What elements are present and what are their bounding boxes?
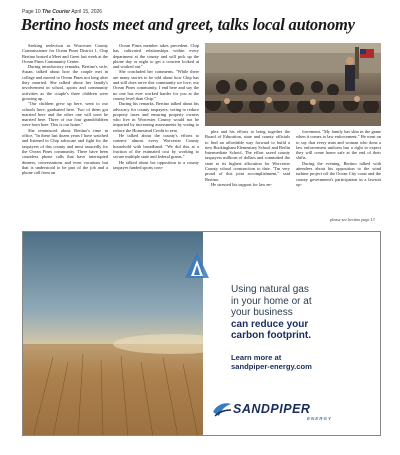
page-label: Page 10 (22, 9, 41, 15)
ad-line-3: your business (231, 307, 293, 318)
logo-wordmark: SANDPIPER (233, 402, 311, 416)
event-photo (205, 43, 381, 126)
paragraph: During his remarks, Bertino talked about his advocacy for county taxpayers, voting to reduce property taxes and ensuring property owners who live in Worcester County would not be impacted by increasing assessments by voting to reduce the Homestead Credit to zero. (113, 101, 199, 133)
article-column-4 (296, 129, 381, 213)
paragraph: During the evening, Bertino talked with attendees about his opposition to the wind turbine project off the Ocean City coast and the county government's participation in a lawsuit op- (296, 160, 381, 187)
article-column-3 (205, 129, 290, 213)
paragraph: Seeking reelection as Worcester County Commissioner for Ocean Pines District 1, Chip Bertino hosted a Meet and Greet last week at the Ocean Pines Community Center. (22, 43, 108, 64)
flame-logo-icon (181, 250, 213, 282)
paragraph: forcement. "My family has skin in the game when it comes to law enforcement." He went on to say that every man and woman who dons a law enforcement uniform has a right to expect they will come home safe at the end of their shifts. (296, 129, 381, 161)
article-headline: Bertino hosts meet and greet, talks local autonomy (21, 15, 355, 34)
sandpiper-logo (211, 398, 371, 424)
paragraph: During introductory remarks, Bertino's wife, Susan, talked about how the couple met in college and moved to Ocean Pines not long after they married. She talked about her family's involvement in school, sports and community activities as the couple's three children were growing up. (22, 64, 108, 101)
ad-line-2: in your home or at (231, 295, 312, 307)
paragraph: He talked about his opposition to a county taxpayer funded sports com- (113, 159, 199, 170)
paragraph: He talked about the county's efforts to connect almost every Worcester County household with broadband. "We did this at a fraction of the estimated cost by working to secure multiple state and federal grants." (113, 133, 199, 160)
sandpiper-advertisement (22, 231, 381, 436)
paragraph: He stressed his support for law en- (211, 181, 272, 187)
logo-subtitle: ENERGY (307, 416, 333, 421)
paragraph: plex and his efforts to bring together the Board of Education, state and county officials to find an affordable way forward to build a new Buckingham Elementary School and Berlin Intermediate School. The effort saved county taxpayers millions of dollars and committed the state to its highest allocation for Worcester County school construction to date. "I'm very proud of this joint accomplishment," said Bertino. (205, 129, 290, 182)
ad-line-1: Using natural gas (231, 284, 309, 295)
paragraph: "Our children grew up here, went to our schools here, graduated here. Two of them got married here and the other one will soon be married here. Three of our four grandchildren were born here. This is our home." (22, 101, 108, 128)
ad-line-4: can reduce your (231, 318, 309, 330)
paragraph: She reminisced about Bertino's time in office, "In these last dozen years I have watched and listened to Chip advocate and fight for the taxpayers of this county and most assuredly for the Ocean Pines community. There have been countless phone calls that have interrupted dinners, conversations and even vacations but that is understood to be part of the job and a phone call from an (22, 127, 108, 176)
sandpiper-bird-icon (211, 398, 233, 422)
paper-name: The Courier (42, 9, 71, 15)
ad-website-link[interactable]: sandpiper-energy.com (231, 361, 312, 371)
article-column-1 (22, 43, 108, 213)
paragraph: She concluded her comments. "While there are many stories to be told about how Chip has and still does serve this community we love, our Ocean Pines community, I end here and say the no one has ever worked harder for you at the county level than Chip." (113, 69, 199, 101)
event-photo-illustration (205, 43, 381, 126)
issue-date: April 15, 2026 (71, 9, 103, 15)
ad-learn-more: Learn more at (231, 352, 282, 362)
ad-copy (231, 284, 376, 371)
ad-line-5: carbon footprint. (231, 330, 311, 341)
article-column-2 (113, 43, 199, 213)
field-landscape-illustration (23, 232, 203, 436)
paragraph: Ocean Pines member takes precedent. Chip has cultivated relationships within every department at the county and will pick up the phone day or night to get a concern looked at and worked out." (113, 43, 199, 70)
jump-line: please see bertino page 13 (330, 217, 375, 222)
ad-landscape-photo (23, 232, 203, 436)
